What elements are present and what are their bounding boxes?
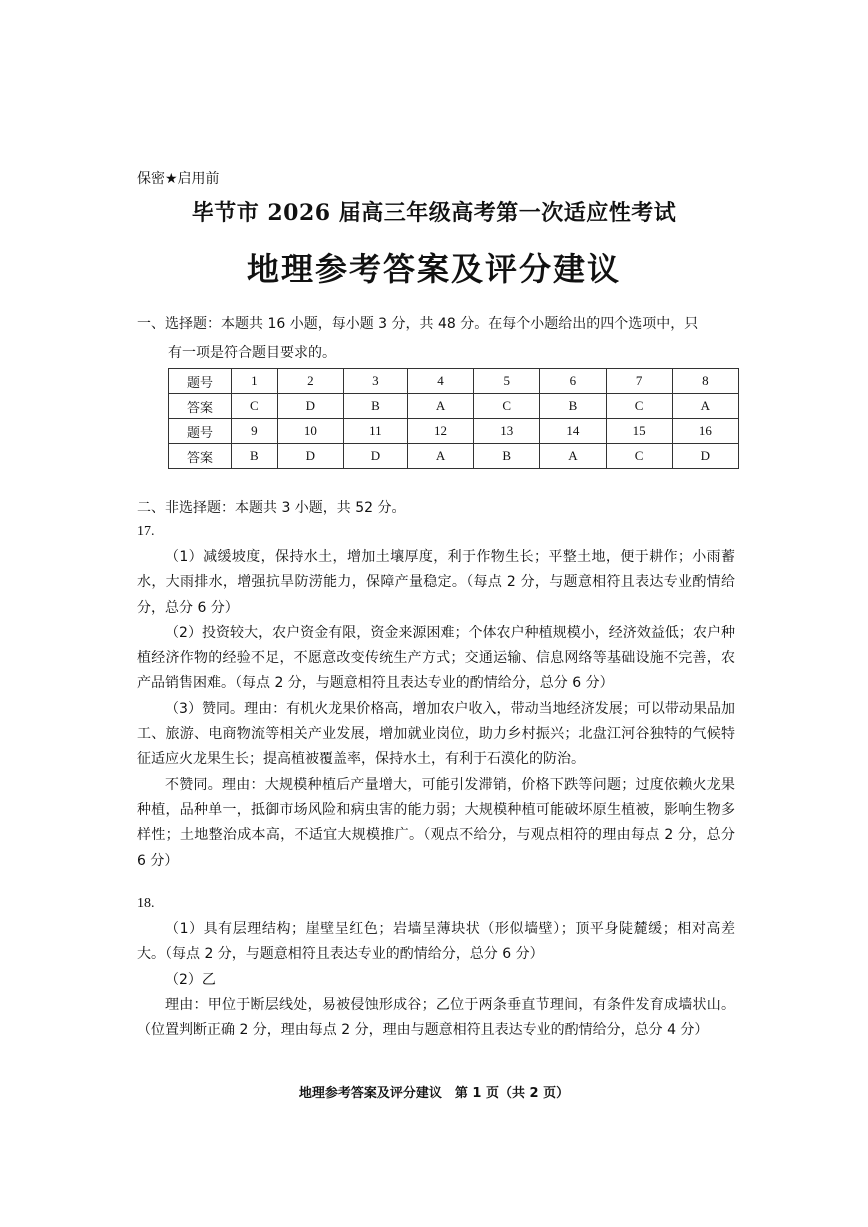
table-row: [169, 369, 739, 394]
table-cell: 5: [474, 369, 540, 394]
answer-table: [168, 368, 739, 469]
table-cell: C: [606, 394, 672, 419]
question-17-answers: [137, 545, 735, 874]
table-cell: 11: [343, 419, 407, 444]
answer-paragraph: （3）赞同。理由：有机火龙果价格高，增加农户收入，带动当地经济发展；可以带动果品加工、旅游、电商物流等相关产业发展，增加就业岗位，助力乡村振兴；北盘江河谷独特的气候特征适应火龙果生长；提高植被覆盖率，保持水土，有利于石漠化的防治。: [137, 700, 735, 768]
table-header-cell: 题号: [169, 419, 232, 444]
table-cell: C: [606, 444, 672, 469]
table-cell: D: [672, 444, 738, 469]
section1-heading-cont: 有一项是符合题目要求的。: [168, 345, 336, 361]
section1-heading: 一、选择题：本题共 16 小题，每小题 3 分，共 48 分。在每个小题给出的四个选项中，只: [137, 316, 699, 332]
table-cell: 15: [606, 419, 672, 444]
table-cell: 6: [540, 369, 606, 394]
exam-title: 毕节市 2026 届高三年级高考第一次适应性考试: [191, 200, 677, 226]
answer-paragraph: 理由：甲位于断层线处，易被侵蚀形成谷；乙位于两条垂直节理间，有条件发育成墙状山。（位置判断正确 2 分，理由每点 2 分，理由与题意相符且表达专业的酌情给分，总分 4 分）: [137, 996, 735, 1039]
table-cell: B: [540, 394, 606, 419]
table-row: [169, 444, 739, 469]
question-17-number: 17.: [137, 524, 155, 539]
table-cell: 14: [540, 419, 606, 444]
table-cell: 9: [232, 419, 278, 444]
table-row: [169, 419, 739, 444]
answer-paragraph: 不赞同。理由：大规模种植后产量增大，可能引发滞销，价格下跌等问题；过度依赖火龙果种植，品种单一，抵御市场风险和病虫害的能力弱；大规模种植可能破坏原生植被，影响生物多样性；土地整治成本高，不适宜大规模推广。（观点不给分，与观点相符的理由每点 2 分，总分 6 分）: [137, 776, 735, 869]
table-cell: C: [474, 394, 540, 419]
table-cell: 13: [474, 419, 540, 444]
table-cell: 12: [407, 419, 473, 444]
table-cell: D: [343, 444, 407, 469]
table-cell: D: [277, 394, 343, 419]
table-cell: A: [540, 444, 606, 469]
table-cell: 3: [343, 369, 407, 394]
table-header-cell: 答案: [169, 444, 232, 469]
table-cell: 16: [672, 419, 738, 444]
table-cell: A: [407, 394, 473, 419]
question-18-number: 18.: [137, 896, 155, 911]
table-cell: 4: [407, 369, 473, 394]
document-subtitle: 地理参考答案及评分建议: [246, 250, 621, 288]
table-header-cell: 答案: [169, 394, 232, 419]
confidential-label: 保密★启用前: [137, 171, 220, 187]
table-cell: 8: [672, 369, 738, 394]
table-cell: 10: [277, 419, 343, 444]
table-cell: D: [277, 444, 343, 469]
section2-heading: 二、非选择题：本题共 3 小题，共 52 分。: [137, 500, 406, 516]
table-cell: B: [474, 444, 540, 469]
table-cell: A: [672, 394, 738, 419]
question-18-answers: [137, 917, 735, 1043]
table-cell: B: [232, 444, 278, 469]
table-row: [169, 394, 739, 419]
table-cell: B: [343, 394, 407, 419]
table-header-cell: 题号: [169, 369, 232, 394]
answer-paragraph: （2）乙: [165, 971, 216, 988]
page-footer: 地理参考答案及评分建议 第 1 页（共 2 页）: [298, 1086, 570, 1101]
table-cell: 7: [606, 369, 672, 394]
answer-paragraph: （2）投资较大，农户资金有限，资金来源困难；个体农户种植规模小，经济效益低；农户种植经济作物的经验不足，不愿意改变传统生产方式；交通运输、信息网络等基础设施不完善，农产品销售困难。（每点 2 分，与题意相符且表达专业的酌情给分，总分 6 分）: [137, 624, 735, 692]
table-cell: A: [407, 444, 473, 469]
table-cell: C: [232, 394, 278, 419]
answer-paragraph: （1）具有层理结构；崖壁呈红色；岩墙呈薄块状（形似墙壁）；顶平身陡麓缓；相对高差大。（每点 2 分，与题意相符且表达专业的酌情给分，总分 6 分）: [137, 921, 735, 963]
answer-paragraph: （1）减缓坡度，保持水土，增加土壤厚度，利于作物生长；平整土地，便于耕作；小雨蓄水，大雨排水，增强抗旱防涝能力，保障产量稳定。（每点 2 分，与题意相符且表达专业酌情给分，总分 6 分）: [137, 549, 735, 616]
table-cell: 1: [232, 369, 278, 394]
table-cell: 2: [277, 369, 343, 394]
